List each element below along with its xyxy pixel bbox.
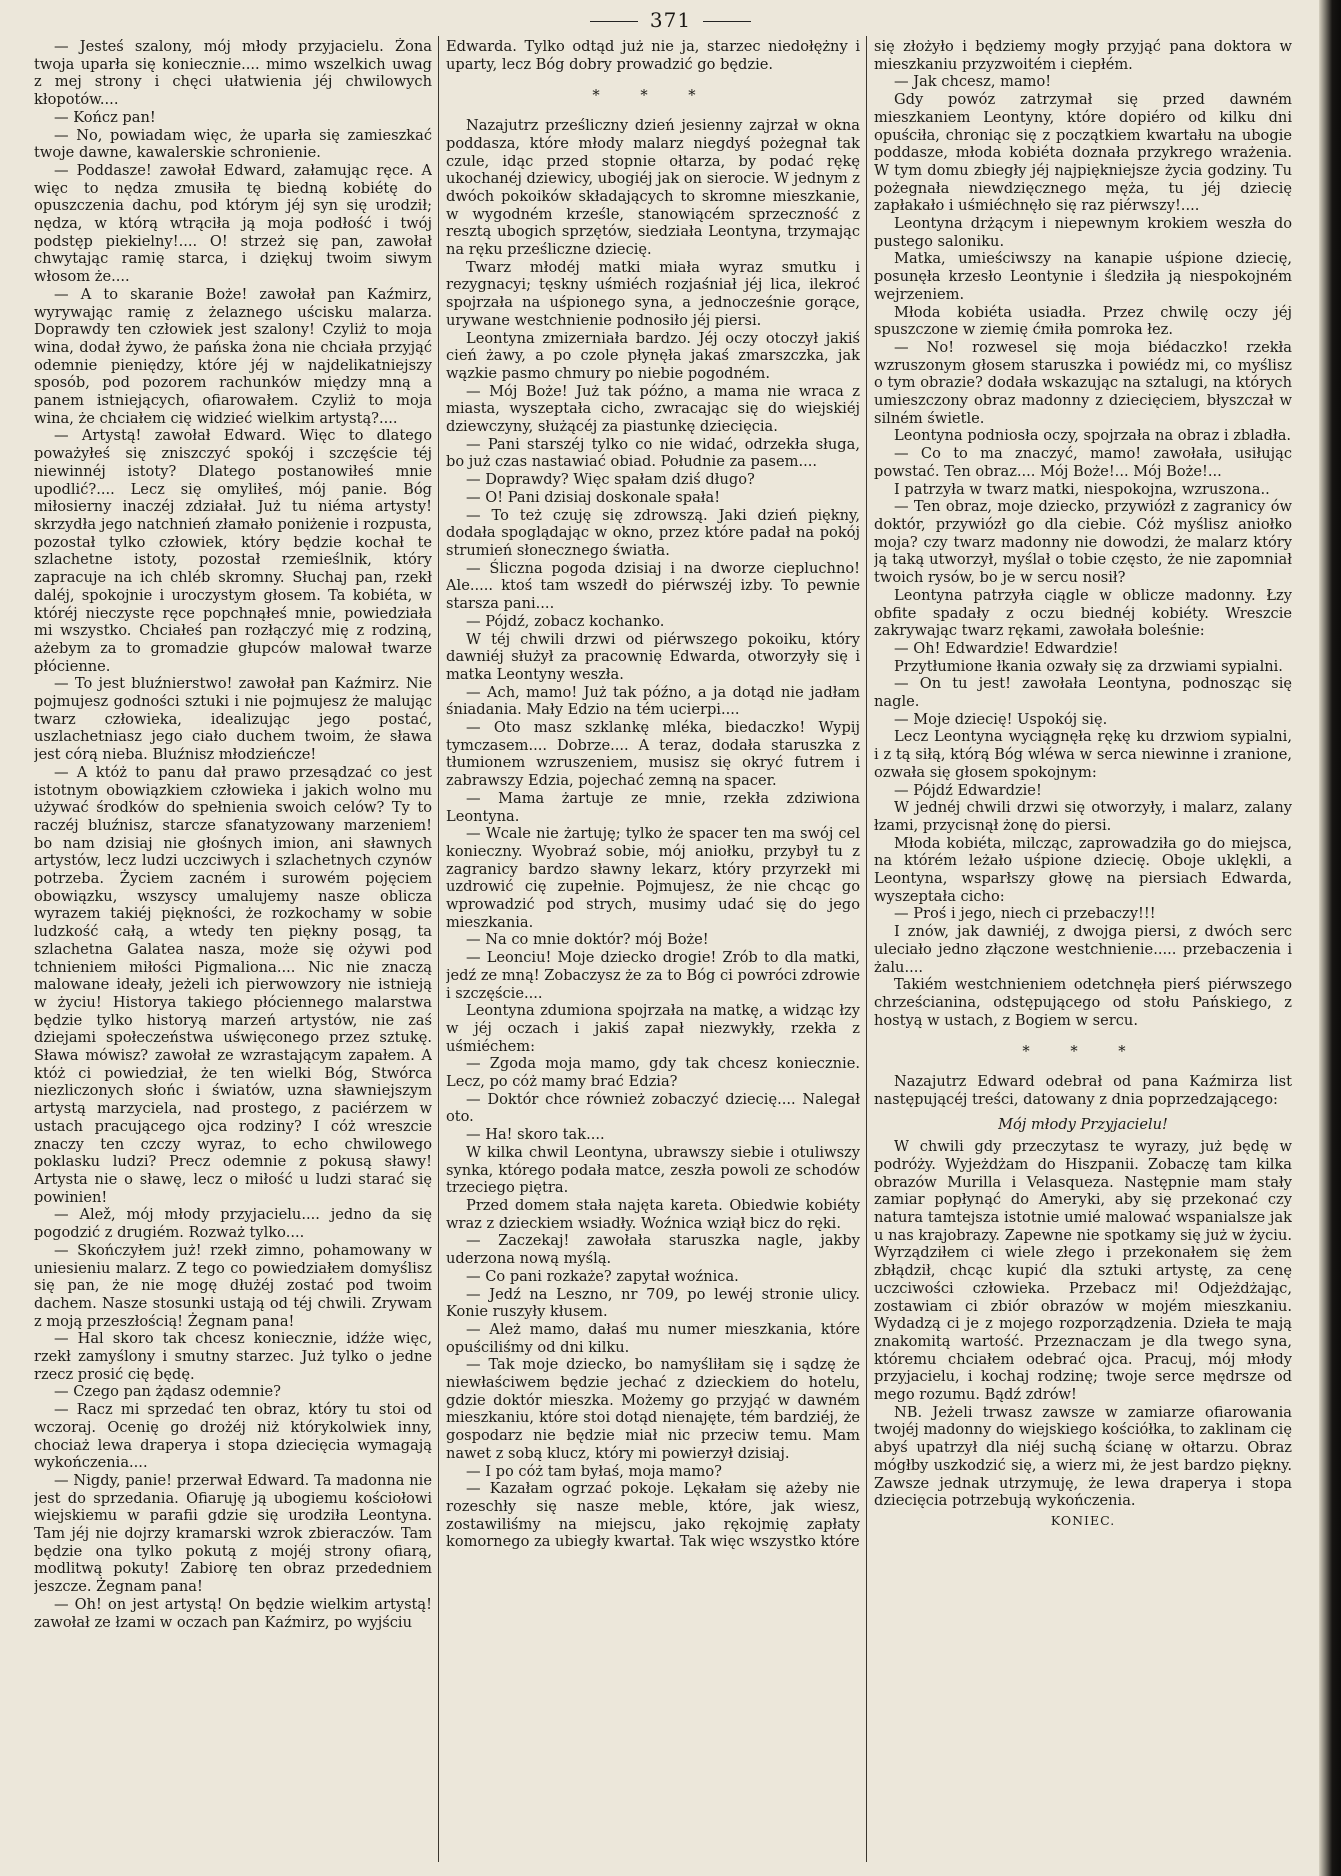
- paragraph: Leontyna zmizerniała bardzo. Jéj oczy otoczył jakiś cień żawy, a po czole płynęła jakaś zmarszczka, jak wązkie pasmo chmury po niebie pogodném.: [446, 329, 860, 382]
- paragraph: — Moje dziecię! Uspokój się.: [894, 710, 1108, 728]
- paragraph-continued: się złożyło i będziemy mogły przyjąć pana doktora w mieszkaniu przyzwoitém i ciepłém.: [874, 38, 1292, 73]
- paragraph: Twarz młodéj matki miała wyraz smutku i rezygnacyi; tęskny uśmiéch rozjaśniał jéj lica, ilekroć spojrzała na uśpionego syna, a jednocześnie gorące, urywane westchnienie podnosiło jéj piersi.: [446, 258, 860, 329]
- paragraph: — Jedź na Leszno, nr 709, po lewéj stronie ulicy. Konie ruszyły kłusem.: [446, 1285, 860, 1321]
- paragraph: — Śliczna pogoda dzisiaj i na dworze ciepluchno! Ale..... ktoś tam wszedł do piérwszéj izby. To pewnie starsza pani....: [446, 559, 860, 613]
- paragraph: — Mama żartuje ze mnie, rzekła zdziwiona Leontyna.: [446, 789, 860, 825]
- paragraph: Gdy powóz zatrzymał się przed dawném mieszkaniem Leontyny, które dopiéro od kilku dni opuściła, chroniąc się z początkiem kwartału na ubogie poddasze, młoda kobiéta doznała przykrego wrażenia. W tym domu zbiegły jéj najpiękniejsze życia godziny. Tu pożegnała niewdzięcznego męża, tu jéj dziecię zapłakało i uśmiéchnęło się raz piérwszy!....: [874, 91, 1292, 215]
- paragraph: — O! Pani dzisiaj doskonale spała!: [466, 488, 721, 506]
- paragraph: — Kazałam ogrzać pokoje. Lękałam się ażeby nie rozeschły się nasze meble, które, jak wiesz, zostawiliśmy na miejscu, jako rękojmię zapłaty komornego za ubiegły kwartał. Tak więc wszystko które: [446, 1480, 860, 1551]
- paragraph: Lecz Leontyna wyciągnęła rękę ku drzwiom sypialni, i z tą siłą, którą Bóg wléwa w serca niewinne i zranione, ozwała się głosem spokojnym:: [874, 728, 1292, 781]
- paragraph: Nazajutrz prześliczny dzień jesienny zajrzał w okna poddasza, które młody malarz niegdyś pożegnał tak czule, idąc przed stopnie ołtarza, by podać rękę ukochanéj dziewicy, ubogiéj jak on sierocie. W jednym z dwóch pokoików składających to skromne mieszkanie, w wygodném krześle, stanowiącém sprzeczność z resztą ubogich sprzętów, siedziała Leontyna, trzymając na ręku prześliczne dziecię.: [446, 117, 860, 259]
- paragraph: — Proś i jego, niech ci przebaczy!!!: [894, 905, 1156, 923]
- paragraph: Przed domem stała najęta kareta. Obiedwie kobiéty wraz z dzieckiem wsiadły. Woźnica wziął bicz do ręki.: [446, 1197, 860, 1232]
- paragraph: — Jak chcesz, mamo!: [894, 73, 1052, 91]
- paragraph: W jednéj chwili drzwi się otworzyły, i malarz, zalany łzami, przycisnął żonę do piersi.: [874, 799, 1292, 834]
- paragraph: Takiém westchnieniem odetchnęła pierś piérwszego chrześcianina, odstępującego od stołu Pańskiego, z hostyą w ustach, z Bogiem w sercu.: [874, 976, 1292, 1029]
- paragraph: — Hal skoro tak chcesz koniecznie, idźże więc, rzekł zamyślony i smutny starzec. Już tylko o jedne rzecz prosić cię będę.: [34, 1330, 432, 1383]
- paragraph: — Racz mi sprzedać ten obraz, który tu stoi od wczoraj. Ocenię go drożéj niż którykolwiek inny, chociaż lewa draperya i stopa dziecięcia wymagają wykończenia....: [34, 1401, 432, 1472]
- paragraph: Leontyna drżącym i niepewnym krokiem weszła do pustego saloniku.: [874, 215, 1292, 250]
- page-number-left-dash: [590, 21, 638, 22]
- paragraph: — Oh! Edwardzie! Edwardzie!: [894, 639, 1119, 657]
- paragraph: — A któż to panu dał prawo przesądzać co jest istotnym obowiązkiem człowieka i jakich wolno mu używać środków do spełnienia swoich celów? Ty to raczéj bluźnisz, starcze sfanatyzowany marzeniem! bo nam dzisiaj nie głośnych imion, ani sławnych artystów, lecz ludzi uczciwych i szlachetnych czynów potrzeba. Życiem zacném i surowém pojęciem obowiązku, wszyscy umalujemy nasze oblicza wyrazem takiéj piękności, że rozkochamy w sobie ludzkość całą, a wtedy ten piękny posąg, ta szlachetna Galatea nasza, może się ożywi pod tchnieniem miłości Pigmaliona.... Nic nie znaczą malowane ideały, jeżeli ich pierwowzory nie istnieją w życiu! Historya takiego płóciennego malarstwa będzie tylko historyą marzeń artystów, nie zaś dziejami społeczeństwa uświęconego przez sztukę. Sława mówisz? zawołał ze wzrastającym zapałem. A któż ci powiedział, że ten wielki Bóg, Stwórca niezliczonych słońc i światów, uzna sławniejszym artystą marzyciela, nad prostego, z paciérzem w ustach pracującego ojca rodziny? I cóż wreszcie znaczy ten czczy wyraz, to echo chwilowego poklasku ludzi? Precz odemnie z pokusą sławy! Artysta nie o sławę, lecz o miłość u ludzi starać się powinien!: [34, 763, 432, 1206]
- paragraph-continued: Edwarda. Tylko odtąd już nie ja, starzec niedołężny i uparty, lecz Bóg dobry prowadzić go będzie.: [446, 38, 860, 73]
- paragraph: — Doprawdy? Więc spałam dziś długo?: [466, 471, 755, 489]
- paragraph: — Skończyłem już! rzekł zimno, pohamowany w uniesieniu malarz. Z tego co powiedziałem domyślisz się pan, że nie mogę dłużéj zostać pod twoim dachem. Nasze stosunki ustają od téj chwili. Zrywam z moją przeszłością! Żegnam pana!: [34, 1241, 432, 1330]
- letter-salutation: Mój młody Przyjacielu!: [998, 1116, 1168, 1134]
- paragraph: I patrzyła w twarz matki, niespokojna, wzruszona..: [894, 480, 1270, 498]
- paragraph: — Czego pan żądasz odemnie?: [54, 1383, 281, 1401]
- paragraph: Leontyna patrzyła ciągle w oblicze madonny. Łzy obfite spadały z oczu biednéj kobiéty. Wreszcie zakrywając twarz rękami, zawołała boleśnie:: [874, 586, 1292, 640]
- column-middle: [446, 38, 860, 1858]
- paragraph: I znów, jak dawniéj, z dwojga piersi, z dwóch serc uleciało jedno złączone westchnienie..... przebaczenia i żalu....: [874, 923, 1292, 976]
- paragraph: Młoda kobiéta usiadła. Przez chwilę oczy jéj spuszczone w ziemię ćmiła pomroka łez.: [874, 303, 1292, 339]
- paragraph: — Leonciu! Moje dziecko drogie! Zrób to dla matki, jedź ze mną! Zobaczysz że za to Bóg ci powróci zdrowie i szczęście....: [446, 949, 860, 1002]
- paragraph: — Mój Boże! Już tak późno, a mama nie wraca z miasta, wyszeptała cicho, zwracając się do wiejskiéj dziewczyny, służącéj za piastunkę dziecięcia.: [446, 382, 860, 436]
- paragraph: — A to skaranie Boże! zawołał pan Kaźmirz, wyrywając ramię z żelaznego uścisku malarza. Doprawdy ten człowiek jest szalony! Czyliż to moja wina, dodał żywo, że pańska żona nie chciała przyjąć odemnie pieniędzy, które jéj w najdelikatniejszy sposób, pod pozorem rachunków między mną a panem istniejących, ofiarowałem. Czyliż to moja wina, że chciałem cię widzieć wielkim artystą?....: [34, 285, 432, 427]
- paragraph: — Nigdy, panie! przerwał Edward. Ta madonna nie jest do sprzedania. Ofiaruję ją ubogiemu kościołowi wiejskiemu w parafii gdzie się urodziła Leontyna. Tam jéj nie dojrzy kramarski wzrok zbieraczów. Tam będzie ona tylko pokutą z mojéj strony ofiarą, modlitwą pokuty! Zabiorę ten obraz przededniem jeszcze. Żegnam pana!: [34, 1471, 432, 1596]
- paragraph: — Ależ mamo, dałaś mu numer mieszkania, które opuściliśmy od dni kilku.: [446, 1320, 860, 1356]
- paragraph: — On tu jest! zawołała Leontyna, podnosząc się nagle.: [874, 675, 1292, 711]
- paragraph: — Doktór chce również zobaczyć dziecię.... Nalegał oto.: [446, 1090, 860, 1126]
- paragraph: — Co pani rozkaże? zapytał woźnica.: [466, 1267, 739, 1285]
- paragraph: — To też czuję się zdrowszą. Jaki dzień piękny, dodała spoglądając w okno, przez które padał na pokój strumień słonecznego światła.: [446, 506, 860, 559]
- paragraph: — Pójdź, zobacz kochanko.: [466, 612, 665, 630]
- paragraph: — Kończ pan!: [54, 108, 156, 126]
- paragraph: — I po cóż tam byłaś, moja mamo?: [466, 1462, 722, 1480]
- paragraph: Przytłumione łkania ozwały się za drzwiami sypialni.: [894, 657, 1283, 675]
- section-separator-stars: * * *: [592, 87, 714, 105]
- paragraph: Leontyna podniosła oczy, spojrzała na obraz i zbladła.: [894, 427, 1292, 445]
- paragraph: — Zaczekaj! zawołała staruszka nagle, jakby uderzona nową myślą.: [446, 1232, 860, 1268]
- paragraph: Nazajutrz Edward odebrał od pana Kaźmirza list następującéj treści, datowany z dnia poprzedzającego:: [874, 1073, 1292, 1108]
- paragraph: W téj chwili drzwi od piérwszego pokoiku, który dawniéj służył za pracownię Edwarda, otworzyły się i matka Leontyny weszła.: [446, 630, 860, 683]
- page-number: [0, 8, 1341, 32]
- paragraph: Leontyna zdumiona spojrzała na matkę, a widząc łzy w jéj oczach i jakiś zapał niezwykły, rzekła z uśmiéchem:: [446, 1002, 860, 1055]
- end-mark: KONIEC.: [1050, 1512, 1116, 1528]
- paragraph: — Jesteś szalony, mój młody przyjacielu. Żona twoja uparła się koniecznie.... mimo wszelkich uwag z mej strony i chęci ułatwienia jéj chwilowych kłopotów....: [34, 38, 432, 109]
- paragraph: Matka, umieściwszy na kanapie uśpione dziecię, posunęła krzesło Leontynie i śledziła ją niespokojném wejrzeniem.: [874, 250, 1292, 303]
- paragraph: — Ach, mamo! Już tak późno, a ja dotąd nie jadłam śniadania. Mały Edzio na tém ucierpi....: [446, 683, 860, 719]
- paragraph: — Artystą! zawołał Edward. Więc to dlatego poważyłeś się zniszczyć spokój i szczęście téj niewinnéj istoty? Dlatego postanowiłeś mnie upodlić?.... Lecz się omyliłeś, mój panie. Bóg miłosierny inaczéj zdziałał. Już tu niéma artysty! skrzydła jego natchnień złamało poniżenie i rozpusta, pozostał tylko człowiek, który będzie kochał te szlachetne istoty, pozostał rzemieślnik, który zapracuje na ich chléb skromny. Słuchaj pan, rzekł daléj, spokojnie i uroczystym głosem. Ta kobiéta, w któréj nieczyste ręce popchnąłeś mnie, powiedziała mi wszystko. Chciałeś pan rozłączyć mię z rodziną, ażebym za to gromadzie głupców malował twarze płócienne.: [34, 427, 432, 675]
- column-divider-2: [866, 36, 867, 1862]
- paragraph: — Na co mnie doktór? mój Boże!: [466, 931, 709, 949]
- column-left: [34, 38, 432, 1858]
- paragraph: — To jest bluźnierstwo! zawołał pan Kaźmirz. Nie pojmujesz godności sztuki i nie pojmujesz że malując twarz człowieka, idealizując jego postać, uszlachetniasz jego ciało duchem twoim, że sława jest córą nieba. Bluźnisz młodzieńcze!: [34, 675, 432, 764]
- paragraph: — Ten obraz, moje dziecko, przywiózł z zagranicy ów doktór, przywiózł go dla ciebie. Cóż myślisz aniołko moja? czy twarz madonny nie dowodzi, że malarz który ją taką utworzył, myślał o tobie często, że nie zapomniał twoich rysów, bo je w sercu nosił?: [874, 498, 1292, 587]
- letter-paragraph: NB. Jeżeli trwasz zawsze w zamiarze ofiarowania twojéj madonny do wiejskiego kościółka, to zaklinam cię abyś upatrzył dla niéj suchą ścianę w ołtarzu. Obraz mógłby uszkodzić się, a wierz mi, że jest bardzo piękny. Zawsze jednak utrzymuję, że lewa draperya i stopa dziecięcia potrzebują wykończenia.: [874, 1403, 1292, 1510]
- column-divider-1: [438, 36, 439, 1862]
- page-number-text: 371: [649, 8, 692, 32]
- section-separator-stars: * * *: [1022, 1043, 1144, 1061]
- paragraph: — Ha! skoro tak....: [466, 1126, 605, 1144]
- paragraph: W kilka chwil Leontyna, ubrawszy siebie i otuliwszy synka, którego podała matce, zeszła powoli ze schodów trzeciego piętra.: [446, 1143, 860, 1197]
- page-edge-shadow: [1319, 0, 1341, 1876]
- paragraph: — Co to ma znaczyć, mamo! zawołała, usiłując powstać. Ten obraz.... Mój Boże!... Mój Boże!...: [874, 445, 1292, 480]
- paragraph: — Wcale nie żartuję; tylko że spacer ten ma swój cel konieczny. Wyobraź sobie, mój aniołku, przybył tu z zagranicy bardzo sławny lekarz, który przyrzekł mi uzdrowić cię zupełnie. Pojmujesz, że nie chcąc go wprowadzić pod strych, musimy udać się do jego mieszkania.: [446, 825, 860, 931]
- paragraph: — Poddasze! zawołał Edward, załamując ręce. A więc to nędza zmusiła tę biedną kobiétę do opuszczenia dachu, pod którym jéj syn się urodził; nędza, w którą wtrąciła ją moja podłość i twój podstęp piekielny!.... O! strzeż się pan, zawołał chwytając ramię starca, i dziękuj twoim siwym włosom że....: [34, 161, 432, 286]
- paragraph: — Tak moje dziecko, bo namyśliłam się i sądzę że niewłaściwem będzie jechać z dzieckiem do hotelu, gdzie doktór mieszka. Możemy go przyjąć w dawném mieszkaniu, które stoi dotąd nienajęte, tém bardziéj, że gospodarz nie będzie miał nic przeciw temu. Mam nawet z sobą klucz, który mi powierzył dzisiaj.: [446, 1356, 860, 1462]
- paragraph: — Pójdź Edwardzie!: [894, 781, 1042, 799]
- paragraph: — Oh! on jest artystą! On będzie wielkim artystą! zawołał ze łzami w oczach pan Kaźmirz, po wyjściu: [34, 1595, 432, 1631]
- letter-paragraph: W chwili gdy przeczytasz te wyrazy, już będę w podróży. Wyjeżdżam do Hiszpanii. Zobaczę tam kilka obrazów Murilla i Velasqueza. Następnie mam stały zamiar popłynąć do Ameryki, aby się przekonać czy natura tamtejsza istotnie umié malować wspanialsze jak u nas krajobrazy. Zapewne nie spotkamy się już w życiu. Wyrządziłem ci wiele złego i przekonałem się żem zbłądził, chcąc kupić dla sztuki artystę, za cenę uczciwości człowieka. Przebacz mi! Odjeżdżając, zostawiam ci zbiór obrazów w mojém mieszkaniu. Wydadzą ci je z mojego rozporządzenia. Dzieła te mają znakomitą wartość. Przeznaczam je dla twego syna, któremu chciałem odebrać ojca. Pracuj, mój młody przyjacielu, i kochaj rodzinę; twoje serce mędrsze od mego rozumu. Bądź zdrów!: [874, 1138, 1292, 1404]
- paragraph: — Alež, mój młody przyjacielu.... jedno da się pogodzić z drugiém. Rozważ tylko....: [34, 1206, 432, 1242]
- paragraph: — Oto masz szklankę mléka, biedaczko! Wypij tymczasem.... Dobrze.... A teraz, dodała staruszka z tłumionem wzruszeniem, musisz się okryć futrem i zabrawszy Edzia, pojechać zemną na spacer.: [446, 719, 860, 790]
- paragraph: — No, powiadam więc, że uparła się zamieszkać twoje dawne, kawalerskie schronienie.: [34, 126, 432, 162]
- page-number-right-dash: [703, 21, 751, 22]
- paragraph: — Zgoda moja mamo, gdy tak chcesz koniecznie. Lecz, po cóż mamy brać Edzia?: [446, 1055, 860, 1091]
- paragraph: — Pani starszéj tylko co nie widać, odrzekła sługa, bo już czas nastawiać obiad. Południe za pasem....: [446, 435, 860, 471]
- paragraph: — No! rozwesel się moja biédaczko! rzekła wzruszonym głosem staruszka i powiédz mi, co myślisz o tym obrazie? dodała wskazując na sztalugi, na których umieszczony obraz madonny z dziecięciem, błyszczał w silném świetle.: [874, 338, 1292, 427]
- paragraph: Młoda kobiéta, milcząc, zaprowadziła go do miejsca, na którém leżało uśpione dziecię. Oboje uklękli, a Leontyna, wsparłszy głowę na piersiach Edwarda, wyszeptała cicho:: [874, 834, 1292, 905]
- column-right: [874, 38, 1292, 1858]
